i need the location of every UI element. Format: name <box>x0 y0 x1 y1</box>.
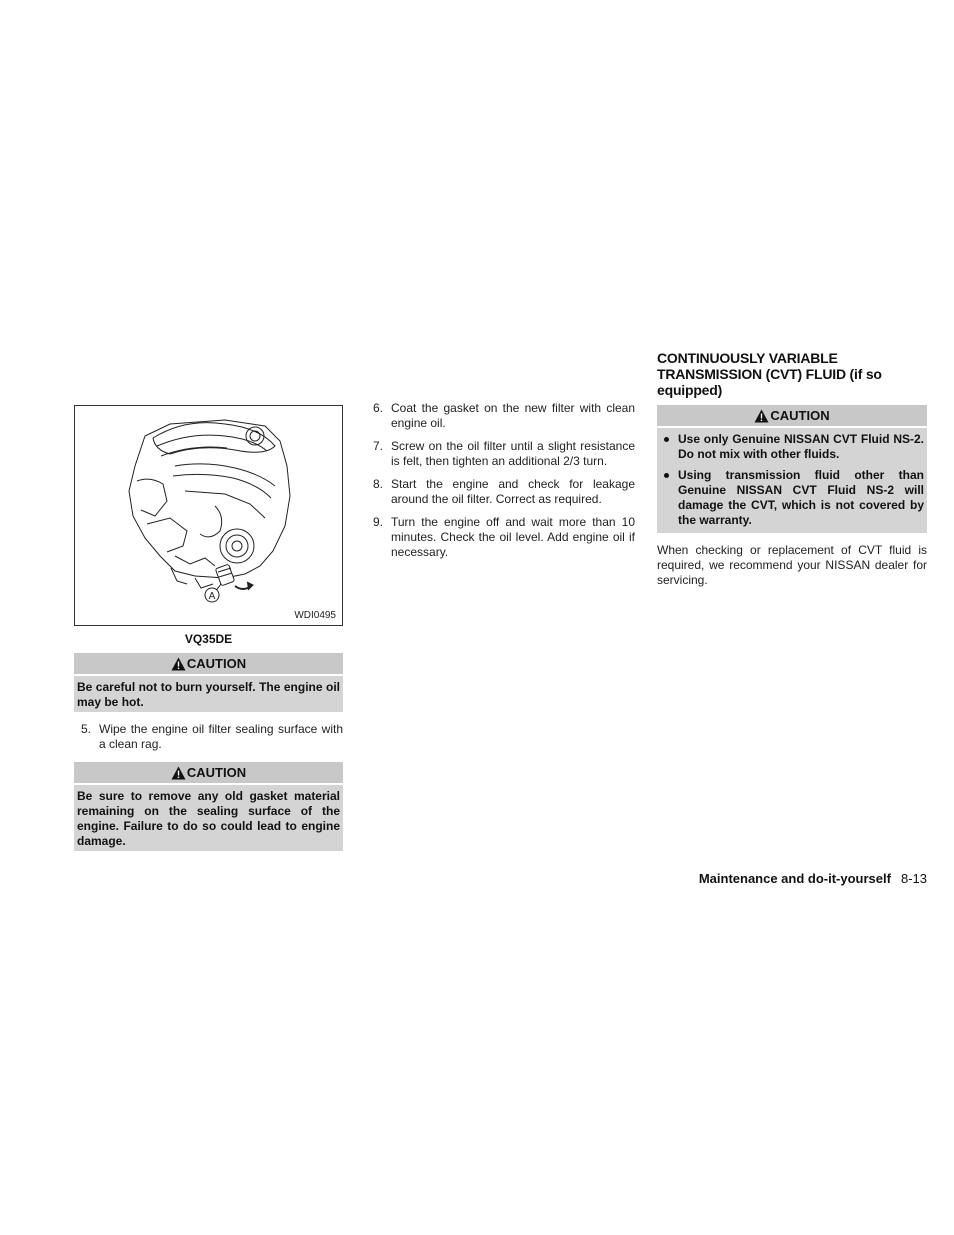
step-number: 6. <box>373 401 384 415</box>
engine-figure <box>74 405 343 626</box>
caution-text: Be careful not to burn yourself. The engine oil may be hot. <box>77 680 340 709</box>
caution-text: Be sure to remove any old gasket material remaining on the sealing surface of the engine. Failure to do so could lead to engine damage. <box>77 789 340 848</box>
caution-label: CAUTION <box>186 656 247 671</box>
bullet-icon <box>664 437 669 442</box>
caution-label: CAUTION <box>186 765 247 780</box>
section-title: CONTINUOUSLY VARIABLE TRANSMISSION (CVT) FLUID (if so equipped) <box>657 350 882 398</box>
warning-triangle-icon <box>754 409 769 423</box>
middle-column <box>369 401 635 568</box>
steps-list-col1 <box>74 722 343 752</box>
caution-label: CAUTION <box>770 408 830 423</box>
step-text: Screw on the oil filter until a slight resistance is felt, then tighten an additional 2/3 turn. <box>391 439 635 468</box>
steps-list-col2 <box>369 401 635 560</box>
engine-illustration <box>75 406 342 625</box>
list-item <box>369 401 635 431</box>
warning-triangle-icon <box>171 657 186 671</box>
bullet-text: Using transmission fluid other than Genuine NISSAN CVT Fluid NS-2 will damage the CVT, which is not covered by the warranty. <box>678 468 924 527</box>
page-number: 8-13 <box>900 871 927 886</box>
list-item <box>369 477 635 507</box>
step-number: 8. <box>373 477 384 491</box>
list-item <box>660 468 924 528</box>
bullet-icon <box>664 473 669 478</box>
caution-header <box>74 653 343 676</box>
callout-a-label: A <box>208 591 216 602</box>
step-text: Wipe the engine oil filter sealing surface with a clean rag. <box>99 722 343 751</box>
list-item <box>74 722 343 752</box>
list-item <box>369 515 635 560</box>
page-footer <box>699 871 927 886</box>
list-item <box>369 439 635 469</box>
bullet-text: Use only Genuine NISSAN CVT Fluid NS-2. Do not mix with other fluids. <box>678 432 924 461</box>
caution-header <box>74 762 343 785</box>
caution-box-gasket <box>74 762 343 851</box>
body-paragraph: When checking or replacement of CVT fluid is required, we recommend your NISSAN dealer for servicing. <box>657 543 927 587</box>
step-text: Coat the gasket on the new filter with clean engine oil. <box>391 401 635 430</box>
list-item <box>660 432 924 462</box>
step-text: Start the engine and check for leakage around the oil filter. Correct as required. <box>391 477 635 506</box>
caution-header <box>657 405 927 428</box>
figure-caption: VQ35DE <box>184 632 233 646</box>
warning-triangle-icon <box>171 766 186 780</box>
caution-box-cvt <box>657 405 927 533</box>
caution-box-hot-oil <box>74 653 343 712</box>
step-text: Turn the engine off and wait more than 10 minutes. Check the oil level. Add engine oil if necessary. <box>391 515 635 559</box>
left-column <box>74 405 343 861</box>
figure-code: WDI0495 <box>294 610 336 621</box>
step-number: 5. <box>81 722 92 736</box>
caution-bullet-list <box>657 428 927 533</box>
right-column <box>657 350 927 588</box>
step-number: 9. <box>373 515 384 529</box>
step-number: 7. <box>373 439 384 453</box>
footer-section-title: Maintenance and do-it-yourself <box>698 871 891 886</box>
